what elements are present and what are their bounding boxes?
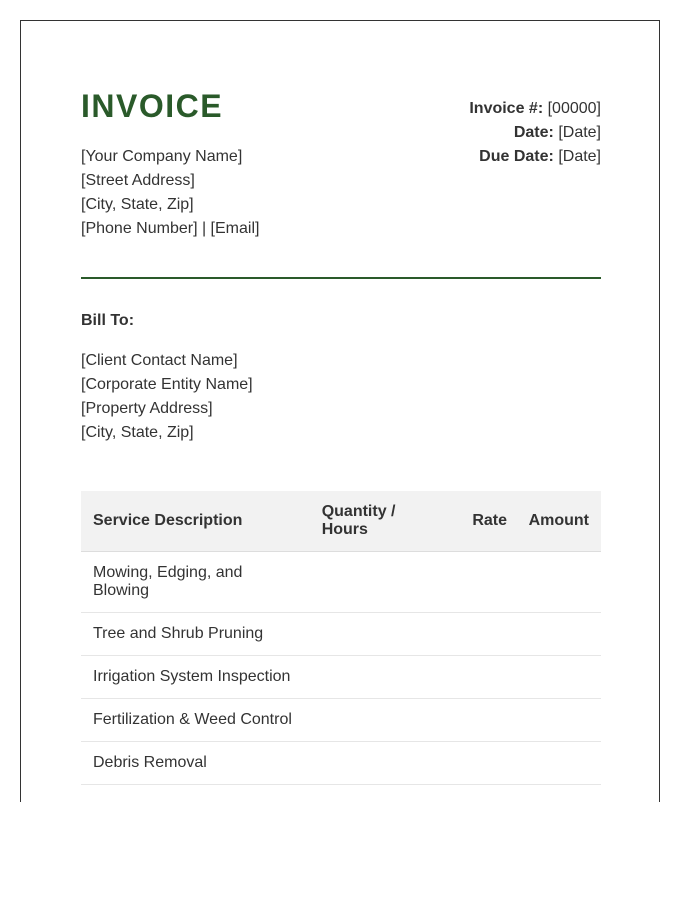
service-quantity <box>310 699 455 742</box>
table-row <box>81 742 601 785</box>
service-quantity <box>310 742 455 785</box>
services-table <box>81 491 601 785</box>
bill-to-contact-name: [Client Contact Name] <box>81 352 238 369</box>
invoice-number-row <box>469 97 601 121</box>
company-name: [Your Company Name] <box>81 148 243 165</box>
service-rate <box>455 656 515 699</box>
service-quantity <box>310 613 455 656</box>
company-contact: [Phone Number] | [Email] <box>81 220 260 237</box>
header-quantity-hours: Quantity / Hours <box>310 491 455 552</box>
service-amount <box>515 742 601 785</box>
table-row <box>81 613 601 656</box>
service-description: Mowing, Edging, and Blowing <box>81 552 310 613</box>
header-service-description: Service Description <box>81 491 310 552</box>
service-amount <box>515 613 601 656</box>
service-description: Debris Removal <box>81 742 310 785</box>
header-rate: Rate <box>455 491 515 552</box>
bill-to-address <box>81 349 253 445</box>
invoice-page <box>20 20 660 802</box>
service-amount <box>515 656 601 699</box>
bill-to-entity-name: [Corporate Entity Name] <box>81 376 253 393</box>
company-info <box>81 145 259 241</box>
invoice-date-value: [Date] <box>558 124 601 141</box>
table-row <box>81 552 601 613</box>
due-date-row <box>469 145 601 169</box>
service-description: Tree and Shrub Pruning <box>81 613 310 656</box>
table-row <box>81 699 601 742</box>
service-quantity <box>310 656 455 699</box>
invoice-date-row <box>469 121 601 145</box>
service-rate <box>455 699 515 742</box>
service-amount <box>515 552 601 613</box>
invoice-number-value: [00000] <box>547 100 601 117</box>
invoice-meta <box>469 97 601 169</box>
table-header-row <box>81 491 601 552</box>
service-description: Fertilization & Weed Control <box>81 699 310 742</box>
service-amount <box>515 699 601 742</box>
invoice-title: INVOICE <box>81 88 224 124</box>
due-date-label: Due Date: <box>479 148 554 165</box>
bill-to-city: [City, State, Zip] <box>81 424 194 441</box>
service-rate <box>455 742 515 785</box>
bill-to-property-address: [Property Address] <box>81 400 213 417</box>
service-rate <box>455 552 515 613</box>
header-amount: Amount <box>515 491 601 552</box>
due-date-value: [Date] <box>558 148 601 165</box>
service-description: Irrigation System Inspection <box>81 656 310 699</box>
company-city: [City, State, Zip] <box>81 196 194 213</box>
table-row <box>81 656 601 699</box>
invoice-date-label: Date: <box>513 124 554 141</box>
company-street: [Street Address] <box>81 172 195 189</box>
invoice-number-label: Invoice #: <box>469 100 544 117</box>
service-rate <box>455 613 515 656</box>
bill-to-heading: Bill To: <box>81 312 135 329</box>
service-quantity <box>310 552 455 613</box>
header-divider <box>81 277 601 279</box>
